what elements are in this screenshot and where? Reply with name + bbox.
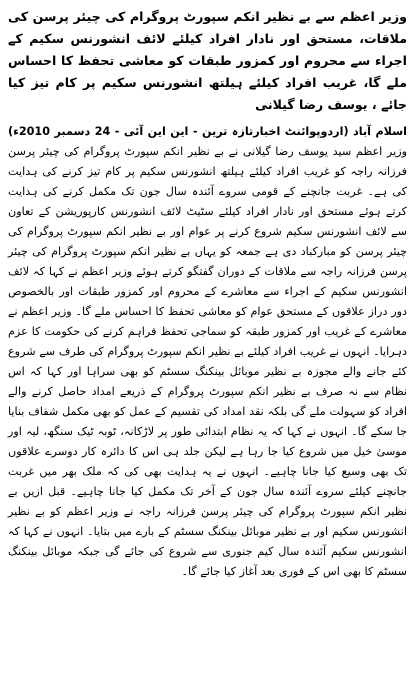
article-dateline: اسلام آباد (اردوپوائنٹ اخبارتازہ ترین - این این آئی - 24 دسمبر 2010ء) (8, 125, 408, 138)
article-body-text: وزیر اعظم سید یوسف رضا گیلانی نے بے نظیر انکم سپورٹ پروگرام کی چیئر پرسن فرزانہ راجہ کو غریب افراد کیلئے ہیلتھ انشورنس سکیم پر کام تیز کرنے کی ہدایت کی ہے۔ غربت جانچنے کے قومی سروے آئندہ سال جون تک مکمل کرنے کی ہدایت کرتے ہوئے مستحق اور نادار افراد کیلئے سٹیٹ لائف انشورنس کارپوریشن کے تعاون سے لائف انشورنس سکیم شروع کرنے پر عوام اور بے نظیر انکم سپورٹ پروگرام کی چیئر پرسن کو مبارکباد دی ہے جمعہ کو یہاں بے نظیر انکم سپورٹ پروگرام کی چیئر پرسن فرزانہ راجہ سے ملاقات کے دوران گفتگو کرتے ہوئے وزیر اعظم نے کہا کہ لائف انشورنس سکیم کے اجراء سے معاشرے کے محروم اور کمزور طبقات اور بالخصوص دور دراز علاقوں کے مستحق عوام کو معاشی تحفظ کا احساس ملے گا۔ وزیر اعظم نے معاشرے کے غریب اور کمزور طبقہ کو سماجی تحفظ فراہم کرنے کی حکومت کا عزم دہرایا۔ انہوں نے غریب افراد کیلئے بے نظیر انکم سپورٹ پروگرام کی طرف سے شروع کئے جانے والے مجوزہ بے نظیر موبائل بینکنگ سسٹم کو بھی سراہا اور کہا کہ اس نظام سے نہ صرف بے نظیر انکم سپورٹ پروگرام کے ذریعے امداد حاصل کرنے والے افراد کو سہولت ملے گی بلکہ نقد امداد کی تقسیم کے عمل کو بھی مکمل شفاف بنایا جا سکے گا۔ انہوں نے کہا کہ یہ نظام ابتدائی طور پر لاڑکانہ، ٹوبہ ٹیک سنگھ، لیہ اور موسیٰ خیل میں شروع کیا جا رہا ہے لیکن جلد ہی اس کا دائرہ کار دوسرے علاقوں تک بھی وسیع کیا جانا چاہیے۔ انہوں نے یہ ہدایت بھی کی کہ ملک بھر میں غربت جانچنے کیلئے سروے آئندہ سال جون کے آخر تک مکمل کیا جانا چاہیے۔ قبل ازیں بے نظیر انکم سپورٹ پروگرام کی چیئر پرسن فرزانہ راجہ نے وزیر اعظم کو بے نظیر انشورنس سکیم اور بے نظیر موبائل بینکنگ سسٹم کے بارے میں بتایا۔ انہوں نے کہا کہ انشورنس سکیم آئندہ سال کیم جنوری سے شروع کی جائے گی جبکہ موبائل بینکنگ سسٹم کا بھی اس کے فوری بعد آغاز کیا جائے گا۔ (8, 145, 407, 578)
article-body-paragraph (8, 122, 407, 582)
article-headline: وزیر اعظم سے بے نظیر انکم سپورٹ پروگرام کی چیئر پرسن کی ملاقات، مستحق اور نادار افراد کیلئے لائف انشورنس سکیم کے اجراء سے محروم اور کمزور طبقات کو معاشی تحفظ کا احساس ملے گا، غریب افراد کیلئے ہیلتھ انشورنس سکیم پر کام تیز کیا جائے ، یوسف رضا گیلانی (8, 9, 407, 112)
